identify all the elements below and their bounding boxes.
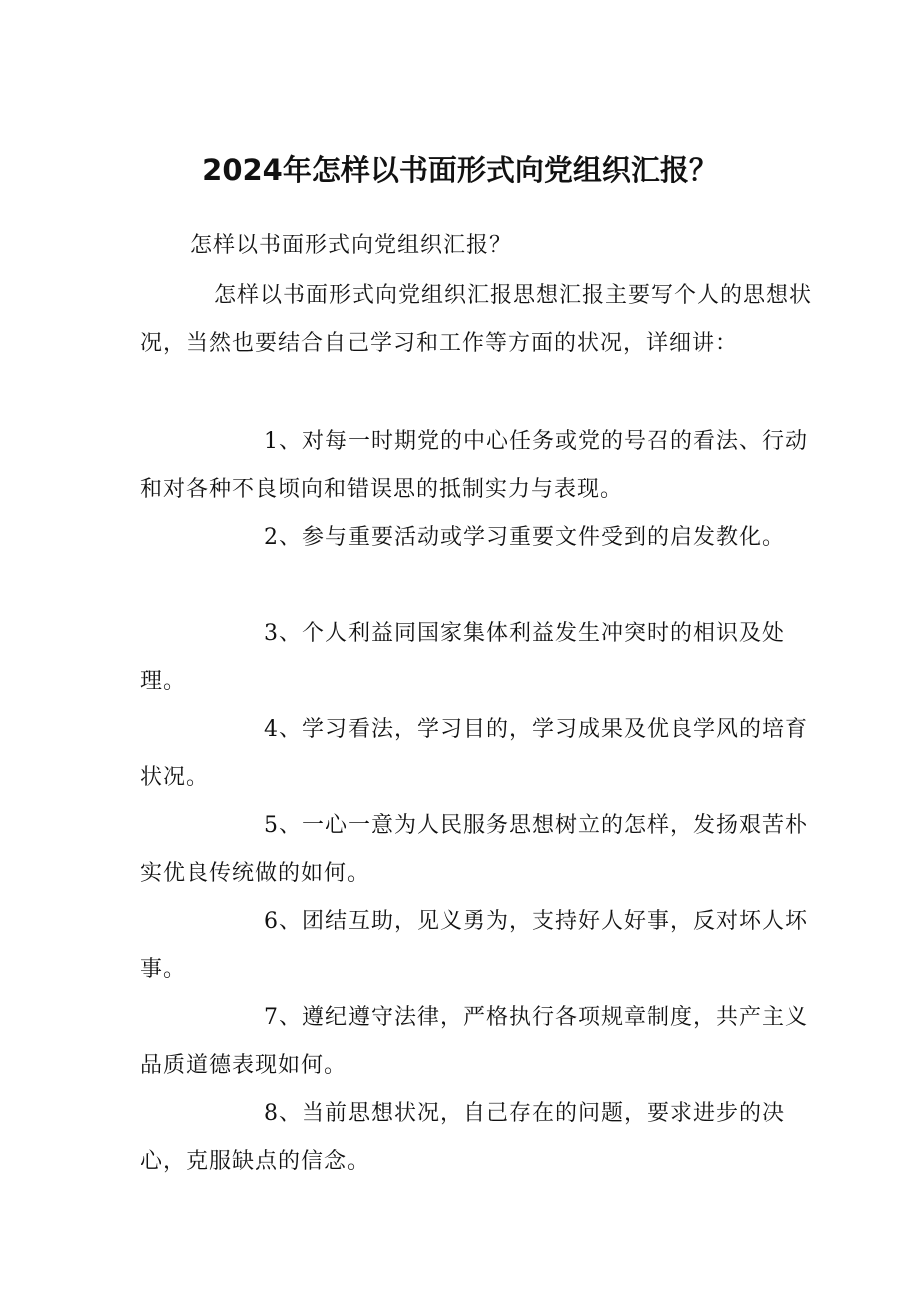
list-item-3: 3、个人利益同国家集体利益发生冲突时的相识及处理。 (140, 621, 785, 694)
list-item-4: 4、学习看法，学习目的，学习成果及优良学风的培育状况。 (140, 717, 808, 790)
list-item-2: 2、参与重要活动或学习重要文件受到的启发教化。 (264, 525, 785, 550)
document-title: 2024年怎样以书面形式向党组织汇报？ (202, 153, 718, 187)
list-item-5: 5、一心一意为人民服务思想树立的怎样，发扬艰苦朴实优良传统做的如何。 (140, 813, 808, 886)
list-item-1: 1、对每一时期党的中心任务或党的号召的看法、行动和对各种不良顷向和错误思的抵制实力与表现。 (140, 429, 808, 502)
document-subtitle: 怎样以书面形式向党组织汇报？ (190, 233, 513, 258)
list-item-7: 7、遵纪遵守法律，严格执行各项规章制度，共产主义品质道德表现如何。 (140, 1005, 808, 1078)
list-item-6: 6、团结互助，见义勇为，支持好人好事，反对坏人坏事。 (140, 909, 808, 982)
list-item-8: 8、当前思想状况，自己存在的问题，要求进步的决心，克服缺点的信念。 (140, 1101, 785, 1174)
intro-paragraph: 怎样以书面形式向党组织汇报思想汇报主要写个人的思想状况，当然也要结合自己学习和工作等方面的状况，详细讲： (140, 283, 813, 356)
